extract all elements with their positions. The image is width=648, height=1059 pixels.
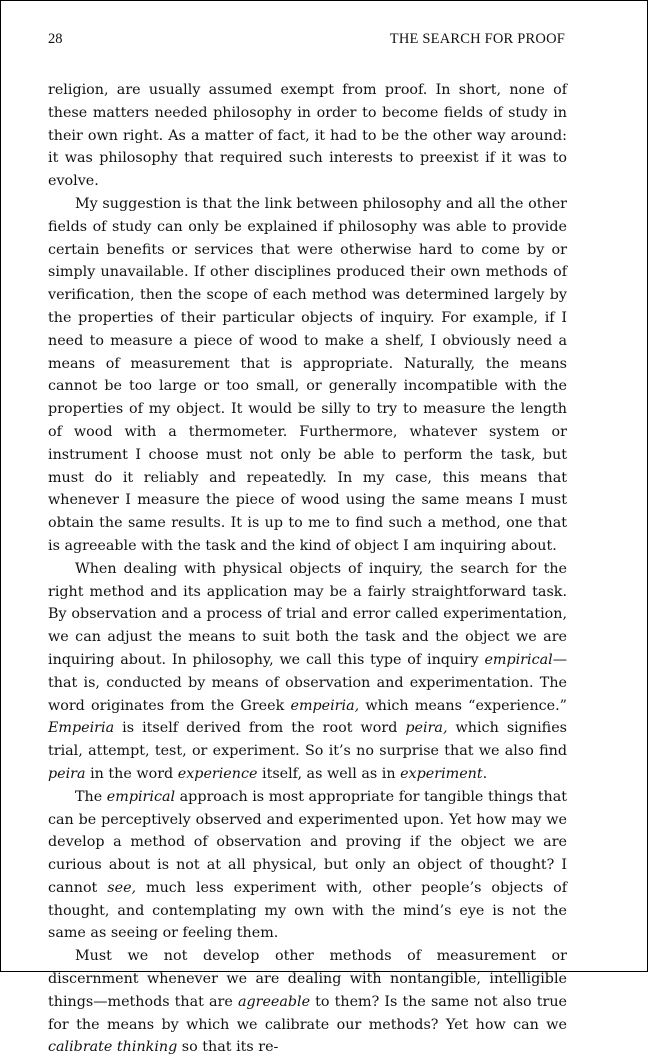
italic-term: experiment [400,765,483,782]
text-run: . [482,765,488,782]
italic-term: empeiria, [290,697,360,714]
body-text [48,79,567,1059]
paragraph-1 [48,79,567,193]
text-run: itself, as well as in [257,765,401,782]
italic-term: empirical [106,788,176,805]
italic-term: empirical [484,651,553,668]
text-run: to them? Is the same not also true for the means by which we calibrate our methods? Yet how can we [48,993,567,1033]
text-run: Must we not develop other methods of measurement or discernment whenever we are dealing with nontangible, intelligible things—methods that are [48,948,567,1010]
text-run: —that is, conducted by means of observation and experimentation. The word originates from the Greek [48,651,567,714]
text-run: so that its re- [177,1039,279,1056]
paragraph-3 [48,558,567,786]
italic-term: agreeable [237,993,311,1010]
text-run: is itself derived from the root word [114,720,406,737]
paragraph-5 [48,945,567,1059]
text-run: religion, are usually assumed exempt from proof. In short, none of these matters needed philosophy in order to become fields of study in their own right. As a matter of fact, it had to be the other way around: it was philosophy that required such interests to preexist if it was to evolve. [48,82,567,190]
paragraph-4 [48,786,567,946]
running-title: THE SEARCH FOR PROOF [389,31,565,47]
text-run: in the word [85,765,178,782]
text-run: The [75,788,107,805]
italic-term: peira, [405,720,448,737]
text-run: which signifies trial, attempt, test, or experiment. So it’s no surprise that we also find [48,720,567,760]
italic-term: Empeiria [48,720,115,737]
italic-term: experience [177,765,258,782]
text-run: When dealing with physical objects of inquiry, the search for the right method and its application may be a fairly straightforward task. By observation and a process of trial and error called experimentation, we can adjust the means to suit both the task and the object we are inquiring about. In philosophy, we call this type of inquiry [48,560,567,668]
text-run: approach is most appropriate for tangible things that can be perceptively observed and experimented upon. Yet how may we develop a method of observation and proving if the object we are curious about is not at all physical, but only an object of thought? I cannot [48,788,567,896]
page-number: 28 [48,31,63,47]
text-run: My suggestion is that the link between philosophy and all the other fields of study can only be explained if philosophy was able to provide certain benefits or services that were otherwise hard to come by or simply unavailable. If other disciplines produced their own methods of verification, then the scope of each method was determined largely by the properties of their particular objects of inquiry. For example, if I need to measure a piece of wood to make a shelf, I obviously need a means of measurement that is appropriate. Naturally, the means cannot be too large or too small, or generally incompatible with the properties of my object. It would be silly to try to measure the length of wood with a thermometer. Furthermore, whatever system or instrument I choose must not only be able to perform the task, but must do it reliably and repeatedly. In my case, this means that whenever I measure the piece of wood using the same means I must obtain the same results. It is up to me to find such a method, one that is agreeable with the task and the kind of object I am inquiring about. [48,195,567,554]
text-run: which means “experience.” [359,697,567,714]
paragraph-2 [48,193,567,558]
running-header [48,31,565,48]
italic-term: peira [48,765,86,782]
text-run: much less experiment with, other people’s objects of thought, and contemplating my own with the mind’s eye is not the same as seeing or feeling them. [48,879,568,942]
italic-term: calibrate thinking [48,1039,178,1056]
italic-term: see, [107,879,137,896]
